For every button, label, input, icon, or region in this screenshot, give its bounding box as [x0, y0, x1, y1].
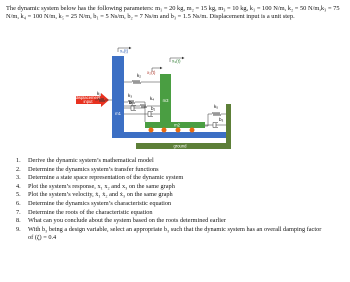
- m2-label: m2: [174, 122, 180, 128]
- task-number: 5.: [16, 191, 21, 199]
- task-item: [6, 226, 346, 243]
- cart-wheel: [176, 128, 181, 133]
- task-text: Determine a state space representation of the dynamic system: [28, 174, 184, 182]
- task-text: Determine the roots of the characteristic equation: [28, 208, 153, 216]
- b1-label: b₁: [129, 100, 134, 105]
- task-text: Derive the dynamic system’s mathematical model: [28, 157, 154, 164]
- task-number: 2.: [16, 165, 21, 173]
- task-item: [6, 217, 346, 226]
- task-text: What can you conclude about the system based on the roots determined earlier: [28, 217, 226, 225]
- task-item: [6, 209, 346, 218]
- x2-label: x₂(t): [147, 70, 156, 75]
- k4-label: k₄: [150, 96, 155, 101]
- m1-label: m1: [115, 111, 121, 116]
- right-wall: [226, 104, 231, 149]
- task-number: 4.: [16, 182, 21, 190]
- x3-label: x₃(t): [172, 58, 181, 64]
- displacement-input-label-2: input: [83, 99, 93, 104]
- x3-arrow-head: [182, 57, 185, 59]
- ground-label: ground: [173, 143, 187, 149]
- x1-label: x₁(t): [120, 48, 129, 54]
- task-text: Determine the dynamics system’s characteristic equation: [28, 199, 172, 207]
- problem-statement: The dynamic system below has the following parameters: m₁ = 20 kg, m₂ = 15 kg, m₃ = 10 kg, k₁ = 100 N/m, k₂ = 50 N/m,k₃ = 75 N/m, k₄ = 100 N/m, k₅ = 25 N/m, b₁ = 5 Ns/m, b₂ = 7 Ns/m and b₃ = 1.5 Ns/m. Displacement input is a unit step.: [6, 5, 340, 20]
- x1-arrow-head: [129, 47, 132, 49]
- task-number: 1.: [16, 157, 21, 164]
- task-item: [6, 174, 346, 183]
- task-text: of (ζ) = 0.4: [28, 234, 57, 242]
- task-text: Plot the system’s velocity, ẋ₁ ẋ₂ and ẋ₃ on the same graph: [28, 191, 173, 199]
- mass-spring-damper-diagram: [0, 46, 350, 156]
- b2-label: b₂: [151, 106, 156, 111]
- spring-k2: [124, 80, 160, 84]
- displacement-input-label: displacement: [75, 95, 101, 100]
- cart-wheel: [162, 128, 167, 133]
- k2-label: k₂: [137, 73, 142, 78]
- k3-label: k₃: [128, 93, 133, 98]
- m3-label: m3: [162, 98, 169, 103]
- task-number: 9.: [16, 225, 21, 233]
- task-text: Determine the dynamics system’s transfer functions: [28, 165, 159, 173]
- task-number: 7.: [16, 208, 21, 216]
- b3-label: b₃: [219, 117, 224, 122]
- task-list: [6, 157, 346, 243]
- cart-wheel: [190, 128, 195, 133]
- task-item: [6, 166, 346, 175]
- cart-wheel: [149, 128, 154, 133]
- task-number: 3.: [16, 174, 21, 182]
- task-item: [6, 157, 346, 166]
- task-number: 8.: [16, 217, 21, 225]
- task-item: [6, 191, 346, 200]
- x2-arrow-head: [160, 67, 163, 69]
- task-text: Plot the system’s response, x₁ x₂ and x₃ on the same graph: [28, 182, 175, 190]
- spring-k3: [124, 100, 145, 122]
- k5-label: k₅: [214, 104, 219, 109]
- k1-label: k₁: [97, 91, 101, 96]
- task-number: 6.: [16, 199, 21, 207]
- task-text: With b₃ being a design variable, select an appropriate b₃ such that the dynamic system has an overall damping factor: [28, 225, 322, 233]
- task-item: [6, 183, 346, 192]
- task-item: [6, 200, 346, 209]
